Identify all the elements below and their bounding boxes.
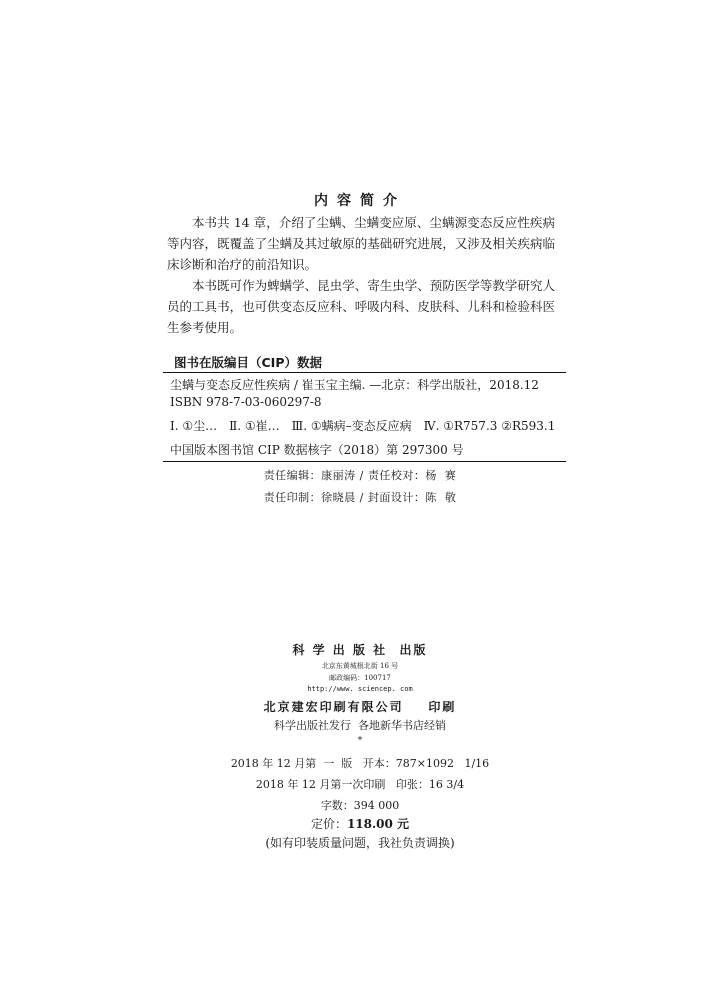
edition-line: 2018 年 12 月第 一 版 开本：787×1092 1/16: [230, 757, 490, 770]
cip-heading: 图书在版编目（CIP）数据: [174, 355, 322, 370]
quality-note: (如有印装质量问题，我社负责调换): [265, 836, 455, 850]
summary-paragraph-1: 本书共 14 章，介绍了尘螨、尘螨变应原、尘螨源变态反应性疾病等内容，既覆盖了尘螨及其过敏原的基础研究进展，又涉及相关疾病临床诊断和治疗的前沿知识。: [167, 215, 555, 272]
price-label: 定价：: [310, 817, 347, 831]
price-value: 118.00 元: [346, 817, 410, 831]
cip-classification-line: Ⅰ. ①尘… Ⅱ. ①崔… Ⅲ. ①螨病–变态反应病 Ⅳ. ①R757.3 ②R593.1: [170, 419, 556, 433]
cip-record-number-line: 中国版本图书馆 CIP 数据核字（2018）第 297300 号: [170, 443, 464, 457]
price-line: [0, 815, 720, 832]
word-count: 字数：394 000: [320, 799, 400, 812]
star-separator: *: [357, 736, 363, 746]
printer-name: 北京建宏印刷有限公司 印刷: [263, 700, 457, 714]
publisher-address: 北京东黄城根北街 16 号: [321, 662, 399, 670]
summary-title: 内容简介: [314, 193, 406, 209]
summary-paragraph-2: 本书既可作为蜱螨学、昆虫学、寄生虫学、预防医学等教学研究人员的工具书，也可供变态反应科、呼吸内科、皮肤科、儿科和检验科医生参考使用。: [167, 278, 555, 335]
distribution-line: 科学出版社发行 各地新华书店经销: [274, 719, 446, 732]
editor-proofreader-line: 责任编辑：康丽涛 / 责任校对：杨 赛: [263, 469, 457, 482]
publisher-postcode: 邮政编码：100717: [329, 674, 391, 682]
publisher-name: 科 学 出 版 社 出版: [292, 643, 428, 657]
cip-isbn-line: ISBN 978-7-03-060297-8: [170, 395, 322, 409]
printing-cover-design-line: 责任印制：徐晓晨 / 封面设计：陈 敬: [263, 491, 457, 504]
cip-title-line: 尘螨与变态反应性疾病 / 崔玉宝主编. —北京：科学出版社，2018.12: [170, 378, 539, 392]
printing-line: 2018 年 12 月第一次印刷 印张：16 3/4: [255, 778, 465, 791]
publisher-url: http://www. sciencep. com: [307, 685, 413, 693]
